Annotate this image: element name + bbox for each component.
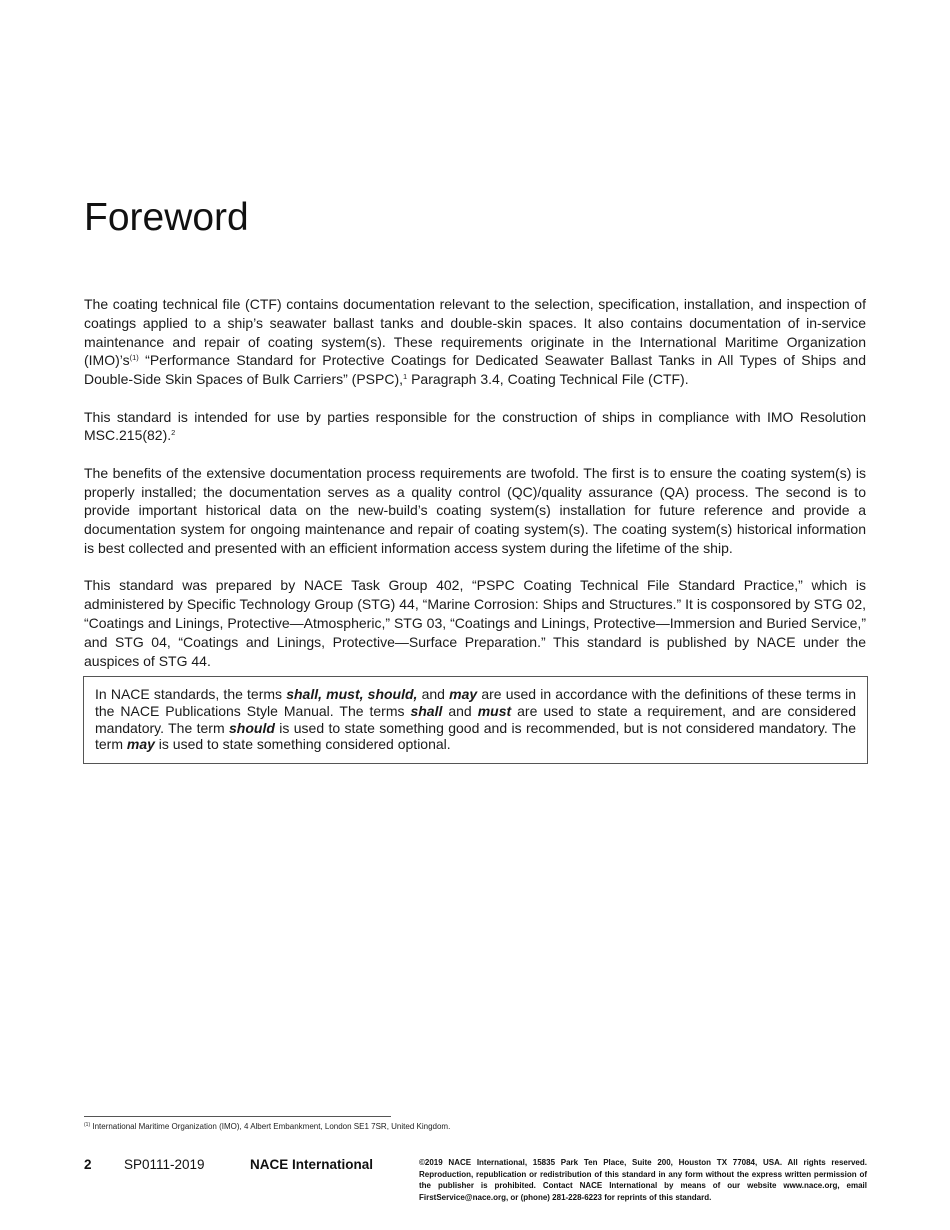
paragraph-text: The coating technical file (CTF) contains documentation relevant to the selection, specification, installation, and inspection of coatings applied to a ship’s seawater ballast tanks and double-skin spaces. It also contains documentation of in-service maintenance and repair of coating system(s). These requirements originate in the International Maritime Organization (IMO)’s	[84, 296, 866, 369]
page-title: Foreword	[84, 196, 249, 239]
paragraph-text: Paragraph 3.4, Coating Technical File (CTF).	[407, 371, 689, 388]
note-text: is used to state something considered optional.	[154, 736, 451, 753]
foreword-body	[84, 295, 866, 689]
footnote-ref: (1)	[129, 353, 139, 363]
footnote	[84, 1122, 450, 1132]
paragraph-text: This standard is intended for use by parties responsible for the construction of ships in compliance with IMO Resolution MSC.215(82).	[84, 408, 866, 444]
paragraph-task-group: This standard was prepared by NACE Task Group 402, “PSPC Coating Technical File Standard Practice,” which is administered by Specific Technology Group (STG) 44, “Marine Corrosion: Ships and Structures.” It is cosponsored by STG 02, “Coatings and Linings, Protective—Atmospheric,” STG 03, “Coatings and Linings, Protective—Immersion and Buried Service,” and STG 04, “Coatings and Linings, Protective—Surface Preparation.” This standard is published by NACE under the auspices of STG 44.	[84, 577, 866, 669]
document-code: SP0111-2019	[124, 1157, 205, 1172]
note-text: and	[442, 702, 478, 719]
note-text: are used to state a requirement, and are considered mandatory. The term	[95, 702, 856, 736]
note-term: shall, must, should,	[286, 686, 418, 702]
copyright-notice: ©2019 NACE International, 15835 Park Ten Place, Suite 200, Houston TX 77084, USA. All rights reserved. Reproduction, republication or redistribution of this standard in any form without the express written permission of the publisher is prohibited. Contact NACE International by means of our website www.nace.org, email FirstService@nace.org, or (phone) 281-228-6223 for reprints of this standard.	[419, 1158, 867, 1202]
paragraph-text: “Performance Standard for Protective Coatings for Dedicated Seawater Ballast Tanks in All Types of Ships and Double-Side Skin Spaces of Bulk Carriers” (PSPC),	[84, 352, 866, 388]
note-term: shall	[410, 702, 443, 719]
note-term: may	[449, 686, 478, 702]
footnote-marker: (1)	[84, 1122, 91, 1128]
page-number: 2	[84, 1157, 92, 1172]
terminology-note-box	[83, 676, 868, 764]
footnote-text: International Maritime Organization (IMO), 4 Albert Embankment, London SE1 7SR, United Kingdom.	[90, 1122, 451, 1131]
paragraph-ctf-intro	[84, 295, 866, 389]
note-term: should	[229, 719, 275, 736]
note-text: are used in accordance with the definitions of these terms in the NACE Publications Style Manual. The terms	[95, 686, 857, 719]
paragraph-benefits: The benefits of the extensive documentation process requirements are twofold. The first is to ensure the coating system(s) is properly installed; the documentation serves as a quality control (QC)/quality assurance (QA) process. The second is to provide important historical data on the new-build’s coating system(s) installation for future reference and provide a documentation system for ongoing maintenance and repair of coating system(s). The coating system(s) historical information is best collected and presented with an efficient information access system during the lifetime of the ship.	[84, 464, 866, 556]
footnote-divider	[84, 1116, 391, 1117]
note-text: and	[417, 686, 450, 702]
reference-ref: 1	[403, 372, 408, 382]
reference-ref: 2	[171, 428, 176, 438]
note-text: In NACE standards, the terms	[95, 686, 287, 702]
note-term: may	[126, 736, 155, 753]
publisher-name: NACE International	[250, 1157, 374, 1172]
note-term: must	[477, 702, 512, 719]
paragraph-intended-use	[84, 408, 866, 446]
note-text: is used to state something good and is recommended, but is not considered mandatory. The term	[95, 719, 856, 753]
